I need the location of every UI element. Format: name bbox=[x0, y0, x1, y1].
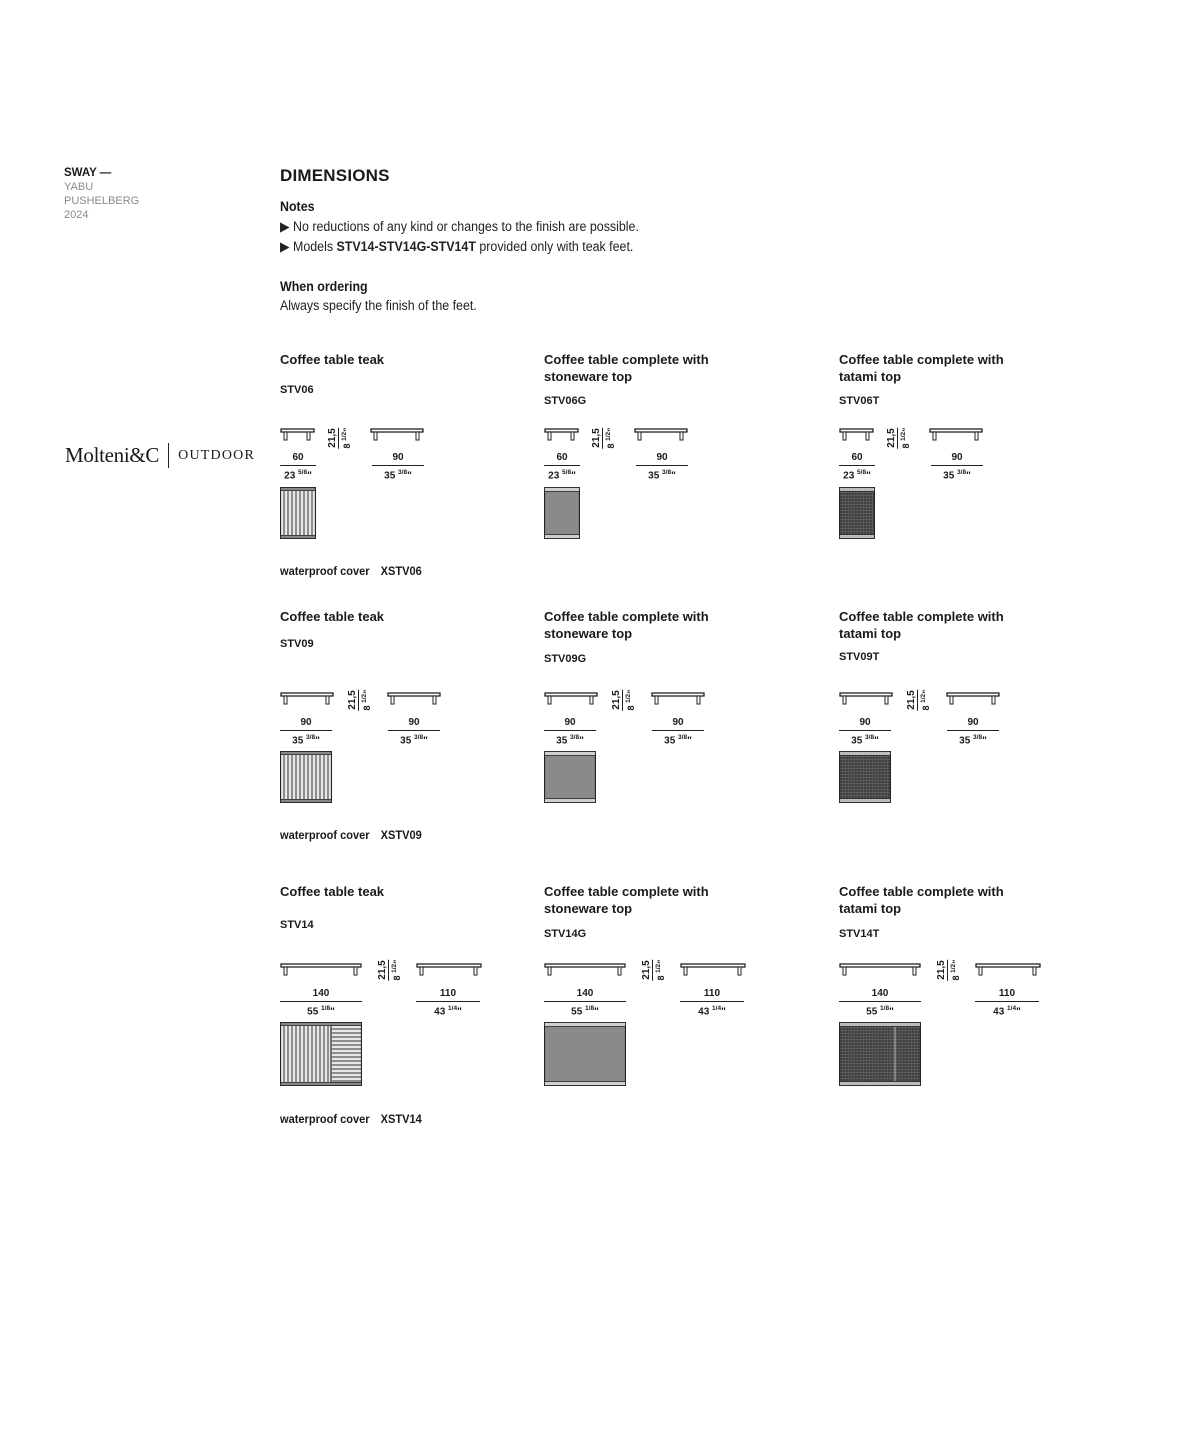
product-title: Coffee table complete with tatami top bbox=[839, 352, 1004, 384]
designer-line-1: YABU bbox=[64, 181, 94, 193]
height-dimension-label bbox=[611, 689, 637, 710]
note-line-2-models: STV14-STV14G-STV14T bbox=[336, 239, 476, 254]
dim-width bbox=[680, 988, 744, 1018]
product-title: Coffee table teak bbox=[280, 609, 385, 624]
dim-depth-inches-fraction: 5/8 bbox=[562, 469, 572, 476]
ordering-title: When ordering bbox=[280, 279, 368, 294]
dim-width-inches-whole: 35 bbox=[664, 735, 676, 747]
dim-depth-cm: 140 bbox=[280, 988, 362, 1002]
plan-view-stoneware bbox=[544, 1022, 626, 1086]
logo-brand: Molteni&C bbox=[65, 443, 160, 467]
front-elevation bbox=[416, 963, 482, 976]
dim-depth-inches-whole: 55 bbox=[307, 1006, 319, 1018]
dim-width-inches-fraction: 3/8 bbox=[678, 734, 688, 741]
product-title: Coffee table complete with stoneware top bbox=[544, 884, 709, 916]
height-dimension bbox=[905, 686, 933, 714]
height-dimension bbox=[346, 686, 374, 714]
cover-code: XSTV09 bbox=[380, 828, 422, 842]
height-cm: 21,5 bbox=[377, 960, 388, 980]
plan-view-tatami bbox=[839, 751, 891, 803]
dim-width-inches-fraction: 3/8 bbox=[398, 469, 408, 476]
ordering-text: Always specify the finish of the feet. bbox=[280, 298, 477, 313]
collection-info bbox=[64, 166, 139, 222]
dim-width-inches-whole: 35 bbox=[943, 470, 955, 482]
height-cm: 21,5 bbox=[327, 428, 338, 448]
dim-width bbox=[652, 717, 704, 747]
plan-view-teak bbox=[280, 1022, 362, 1086]
dim-depth-inches: 55 $^{1/8}$" bbox=[866, 1005, 894, 1018]
height-dimension-label bbox=[327, 427, 353, 448]
dim-width-inches: 43 $^{1/4}$" bbox=[698, 1005, 726, 1018]
waterproof-cover bbox=[280, 564, 422, 578]
dim-depth-cm: 60 bbox=[544, 452, 580, 466]
plan-view-tatami bbox=[839, 487, 875, 539]
dim-width-inches-whole: 35 bbox=[384, 470, 396, 482]
dim-width-inches: 35 $^{3/8}$" bbox=[664, 734, 692, 747]
dim-width-inches-fraction: 3/8 bbox=[957, 469, 967, 476]
plan-view-stoneware bbox=[544, 487, 580, 539]
dim-width-inches-fraction: 3/8 bbox=[414, 734, 424, 741]
dim-width-cm: 90 bbox=[388, 717, 440, 731]
product-code: STV09 bbox=[280, 638, 314, 650]
height-dimension-label bbox=[347, 689, 373, 710]
height-dimension-label bbox=[936, 959, 962, 980]
dim-width-inches: 43 $^{1/4}$" bbox=[434, 1005, 462, 1018]
dim-width-inches: 35 $^{3/8}$" bbox=[943, 469, 971, 482]
dim-depth-inches-whole: 35 bbox=[556, 735, 568, 747]
dim-depth-cm: 90 bbox=[839, 717, 891, 731]
height-dimension bbox=[935, 956, 963, 984]
height-dimension bbox=[376, 956, 404, 984]
height-dimension bbox=[326, 424, 354, 452]
height-inches-fraction: 1/2 bbox=[605, 431, 612, 441]
dim-width bbox=[372, 452, 424, 482]
dim-width-inches-fraction: 1/4 bbox=[448, 1005, 458, 1012]
dim-depth-inches-fraction: 5/8 bbox=[857, 469, 867, 476]
dim-depth-inches: 55 $^{1/8}$" bbox=[571, 1005, 599, 1018]
dim-depth-inches-whole: 55 bbox=[571, 1006, 583, 1018]
dim-depth bbox=[839, 717, 891, 747]
height-dimension-label bbox=[641, 959, 667, 980]
height-inches: 8 $^{1/2}$" bbox=[920, 689, 931, 711]
dim-depth-inches: 23 $^{5/8}$" bbox=[284, 469, 312, 482]
dim-depth-inches-fraction: 1/8 bbox=[585, 1005, 595, 1012]
front-elevation bbox=[975, 963, 1041, 976]
front-elevation bbox=[634, 428, 688, 441]
height-dimension bbox=[590, 424, 618, 452]
designer-line-2: PUSHELBERG bbox=[64, 195, 140, 207]
dim-width-inches: 35 $^{3/8}$" bbox=[384, 469, 412, 482]
side-elevation bbox=[280, 692, 334, 705]
dim-width-cm: 90 bbox=[931, 452, 983, 466]
product-code: STV06 bbox=[280, 384, 314, 396]
product-code: STV09G bbox=[544, 653, 587, 665]
height-cm: 21,5 bbox=[591, 428, 602, 448]
height-inches-whole: 8 bbox=[656, 975, 666, 981]
plan-view-teak bbox=[280, 751, 332, 803]
dim-width-inches-whole: 35 bbox=[648, 470, 660, 482]
height-inches-fraction: 1/2 bbox=[391, 963, 398, 973]
side-elevation bbox=[839, 692, 893, 705]
side-elevation bbox=[280, 428, 315, 441]
side-elevation bbox=[839, 963, 921, 976]
dim-depth-inches-whole: 23 bbox=[284, 470, 296, 482]
height-inches-fraction: 1/2 bbox=[341, 431, 348, 441]
cover-code: XSTV06 bbox=[380, 564, 422, 578]
height-inches: 8 $^{1/2}$" bbox=[625, 689, 636, 711]
side-elevation bbox=[839, 428, 874, 441]
front-elevation bbox=[370, 428, 424, 441]
dim-depth-cm: 60 bbox=[839, 452, 875, 466]
dim-width bbox=[416, 988, 480, 1018]
dim-width bbox=[931, 452, 983, 482]
height-dimension bbox=[610, 686, 638, 714]
dim-depth-inches: 23 $^{5/8}$" bbox=[843, 469, 871, 482]
dim-depth-inches-fraction: 5/8 bbox=[298, 469, 308, 476]
dim-width-cm: 110 bbox=[975, 988, 1039, 1002]
cover-code: XSTV14 bbox=[380, 1112, 422, 1126]
note-line-1: ▶ No reductions of any kind or changes to the finish are possible. bbox=[280, 219, 639, 234]
front-elevation bbox=[651, 692, 705, 705]
height-inches-fraction: 1/2 bbox=[920, 693, 927, 703]
height-dimension-label bbox=[591, 427, 617, 448]
dim-depth-inches-whole: 35 bbox=[292, 735, 304, 747]
product-code: STV06G bbox=[544, 395, 587, 407]
dim-width-cm: 90 bbox=[652, 717, 704, 731]
dim-depth-inches: 35 $^{3/8}$" bbox=[292, 734, 320, 747]
dim-width-inches-whole: 35 bbox=[959, 735, 971, 747]
dim-width bbox=[388, 717, 440, 747]
dim-depth bbox=[839, 988, 921, 1018]
height-inches-whole: 8 bbox=[392, 975, 402, 981]
dim-width-inches: 35 $^{3/8}$" bbox=[400, 734, 428, 747]
height-dimension-label bbox=[886, 427, 912, 448]
height-inches-whole: 8 bbox=[921, 705, 931, 711]
dim-depth-cm: 90 bbox=[544, 717, 596, 731]
dim-depth-inches-fraction: 1/8 bbox=[321, 1005, 331, 1012]
side-elevation bbox=[544, 692, 598, 705]
dim-width bbox=[636, 452, 688, 482]
dim-width-cm: 90 bbox=[947, 717, 999, 731]
height-inches: 8 $^{1/2}$" bbox=[605, 427, 616, 449]
dim-depth bbox=[280, 452, 316, 482]
cover-label: waterproof cover bbox=[280, 1112, 370, 1126]
brand-logo bbox=[65, 443, 255, 468]
height-cm: 21,5 bbox=[886, 428, 897, 448]
plan-view-tatami bbox=[839, 1022, 921, 1086]
height-inches: 8 $^{1/2}$" bbox=[900, 427, 911, 449]
note-line-2-prefix: ▶ Models bbox=[280, 239, 337, 254]
height-cm: 21,5 bbox=[936, 960, 947, 980]
dim-depth-inches-fraction: 3/8 bbox=[570, 734, 580, 741]
dim-depth-cm: 140 bbox=[839, 988, 921, 1002]
height-inches-whole: 8 bbox=[951, 975, 961, 981]
product-title: Coffee table complete with stoneware top bbox=[544, 352, 709, 384]
dim-depth-inches: 35 $^{3/8}$" bbox=[556, 734, 584, 747]
logo-divider bbox=[168, 443, 169, 468]
dim-depth-inches: 35 $^{3/8}$" bbox=[851, 734, 879, 747]
dim-depth-inches-whole: 55 bbox=[866, 1006, 878, 1018]
front-elevation bbox=[387, 692, 441, 705]
height-inches: 8 $^{1/2}$" bbox=[341, 427, 352, 449]
dim-width-cm: 110 bbox=[416, 988, 480, 1002]
dim-width-inches-whole: 43 bbox=[434, 1006, 446, 1018]
dim-depth-cm: 90 bbox=[280, 717, 332, 731]
product-title: Coffee table complete with tatami top bbox=[839, 884, 1004, 916]
dim-depth-inches-fraction: 1/8 bbox=[880, 1005, 890, 1012]
height-inches-fraction: 1/2 bbox=[900, 431, 907, 441]
dim-depth-inches-whole: 23 bbox=[843, 470, 855, 482]
product-title: Coffee table teak bbox=[280, 352, 385, 367]
height-dimension bbox=[885, 424, 913, 452]
dim-width bbox=[947, 717, 999, 747]
cover-label: waterproof cover bbox=[280, 564, 370, 578]
dim-width-inches-fraction: 3/8 bbox=[662, 469, 672, 476]
height-cm: 21,5 bbox=[906, 690, 917, 710]
plan-view-stoneware bbox=[544, 751, 596, 803]
dim-width bbox=[975, 988, 1039, 1018]
collection-name: SWAY — bbox=[64, 167, 112, 179]
dim-width-cm: 110 bbox=[680, 988, 744, 1002]
height-inches: 8 $^{1/2}$" bbox=[361, 689, 372, 711]
dim-width-inches: 43 $^{1/4}$" bbox=[993, 1005, 1021, 1018]
dim-width-cm: 90 bbox=[372, 452, 424, 466]
product-code: STV14G bbox=[544, 928, 587, 940]
product-code: STV14T bbox=[839, 928, 880, 940]
side-elevation bbox=[544, 428, 579, 441]
side-elevation bbox=[544, 963, 626, 976]
product-code: STV06T bbox=[839, 395, 880, 407]
cover-label: waterproof cover bbox=[280, 828, 370, 842]
height-inches-fraction: 1/2 bbox=[950, 963, 957, 973]
dim-width-inches-whole: 43 bbox=[698, 1006, 710, 1018]
height-inches: 8 $^{1/2}$" bbox=[950, 959, 961, 981]
dim-depth-inches-fraction: 3/8 bbox=[306, 734, 316, 741]
dim-width-inches-whole: 43 bbox=[993, 1006, 1005, 1018]
waterproof-cover bbox=[280, 828, 422, 842]
height-inches-fraction: 1/2 bbox=[655, 963, 662, 973]
dim-depth-inches-fraction: 3/8 bbox=[865, 734, 875, 741]
dim-depth bbox=[280, 717, 332, 747]
side-elevation bbox=[280, 963, 362, 976]
dim-width-cm: 90 bbox=[636, 452, 688, 466]
dim-depth bbox=[839, 452, 875, 482]
dim-width-inches-fraction: 1/4 bbox=[712, 1005, 722, 1012]
dim-depth-cm: 60 bbox=[280, 452, 316, 466]
dim-depth-inches-whole: 23 bbox=[548, 470, 560, 482]
height-dimension-label bbox=[906, 689, 932, 710]
height-inches-whole: 8 bbox=[626, 705, 636, 711]
dim-depth bbox=[544, 717, 596, 747]
waterproof-cover bbox=[280, 1112, 422, 1126]
front-elevation bbox=[680, 963, 746, 976]
note-line-2-suffix: provided only with teak feet. bbox=[475, 239, 634, 254]
product-code: STV14 bbox=[280, 919, 314, 931]
dim-width-inches: 35 $^{3/8}$" bbox=[959, 734, 987, 747]
height-inches-whole: 8 bbox=[362, 705, 372, 711]
page-title: DIMENSIONS bbox=[280, 166, 390, 185]
note-line-2 bbox=[280, 239, 633, 255]
dim-depth-cm: 140 bbox=[544, 988, 626, 1002]
dim-width-inches-fraction: 1/4 bbox=[1007, 1005, 1017, 1012]
height-dimension bbox=[640, 956, 668, 984]
height-dimension-label bbox=[377, 959, 403, 980]
dim-width-inches: 35 $^{3/8}$" bbox=[648, 469, 676, 482]
dim-width-inches-whole: 35 bbox=[400, 735, 412, 747]
product-title: Coffee table complete with stoneware top bbox=[544, 609, 709, 641]
dim-depth bbox=[280, 988, 362, 1018]
logo-sub: OUTDOOR bbox=[178, 447, 255, 463]
product-code: STV09T bbox=[839, 651, 880, 663]
height-inches: 8 $^{1/2}$" bbox=[655, 959, 666, 981]
height-cm: 21,5 bbox=[347, 690, 358, 710]
dim-depth bbox=[544, 452, 580, 482]
notes-title: Notes bbox=[280, 199, 315, 214]
dim-depth bbox=[544, 988, 626, 1018]
dim-depth-inches-whole: 35 bbox=[851, 735, 863, 747]
dim-depth-inches: 23 $^{5/8}$" bbox=[548, 469, 576, 482]
height-inches: 8 $^{1/2}$" bbox=[391, 959, 402, 981]
height-inches-whole: 8 bbox=[901, 443, 911, 449]
plan-view-teak bbox=[280, 487, 316, 539]
product-title: Coffee table teak bbox=[280, 884, 385, 899]
height-inches-whole: 8 bbox=[606, 443, 616, 449]
height-inches-fraction: 1/2 bbox=[361, 693, 368, 703]
height-inches-fraction: 1/2 bbox=[625, 693, 632, 703]
collection-year: 2024 bbox=[64, 209, 89, 221]
height-inches-whole: 8 bbox=[342, 443, 352, 449]
dim-width-inches-fraction: 3/8 bbox=[973, 734, 983, 741]
dim-depth-inches: 55 $^{1/8}$" bbox=[307, 1005, 335, 1018]
front-elevation bbox=[929, 428, 983, 441]
front-elevation bbox=[946, 692, 1000, 705]
height-cm: 21,5 bbox=[611, 690, 622, 710]
height-cm: 21,5 bbox=[641, 960, 652, 980]
product-title: Coffee table complete with tatami top bbox=[839, 609, 1004, 641]
